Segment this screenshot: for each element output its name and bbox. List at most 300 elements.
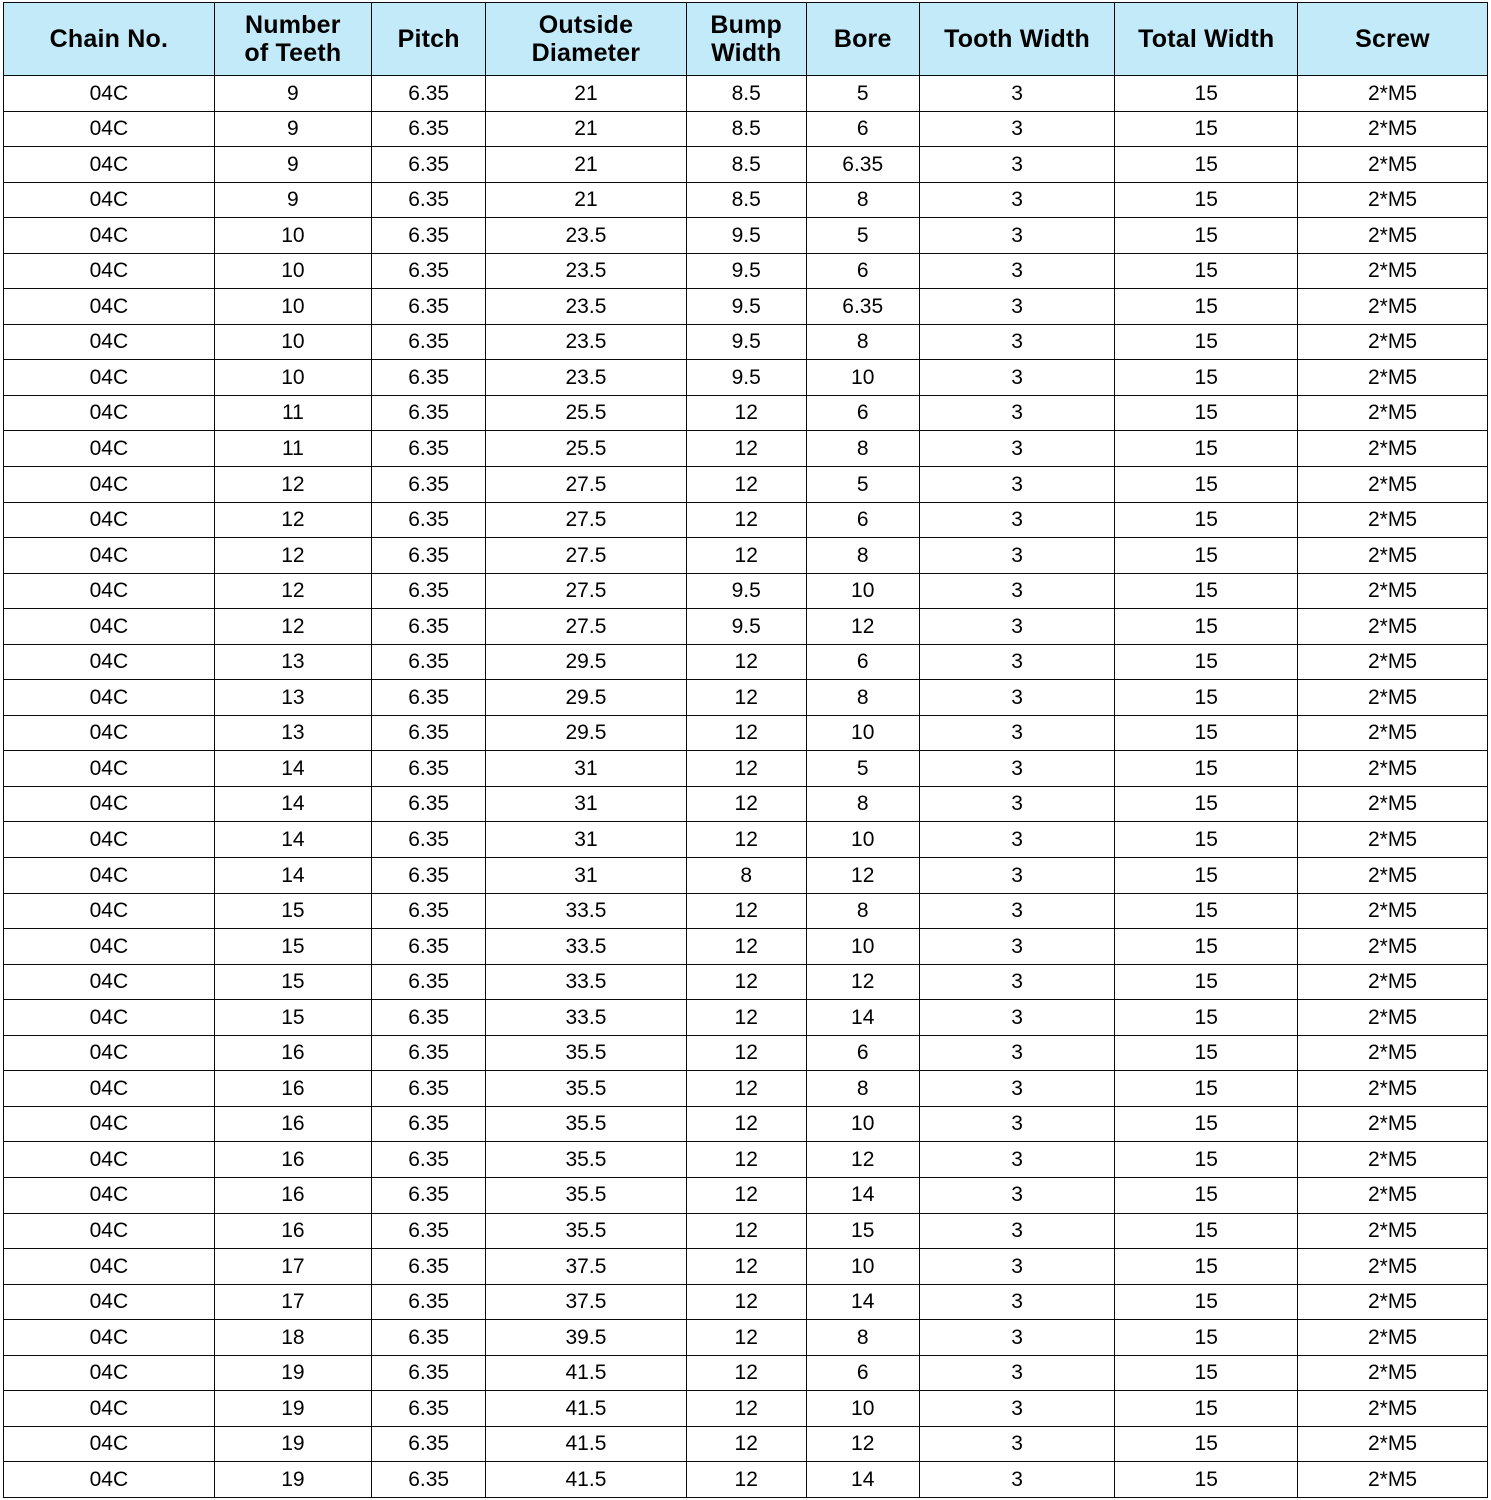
table-cell: 6.35 <box>372 1000 486 1036</box>
table-cell: 16 <box>214 1177 371 1213</box>
column-header-bore <box>806 3 919 76</box>
table-cell: 3 <box>919 1426 1115 1462</box>
table-cell: 33.5 <box>486 893 686 929</box>
table-cell: 15 <box>1115 751 1298 787</box>
table-cell: 6.35 <box>372 929 486 965</box>
table-cell: 04C <box>4 1106 215 1142</box>
table-cell: 15 <box>214 1000 371 1036</box>
table-cell: 3 <box>919 573 1115 609</box>
table-cell: 2*M5 <box>1298 218 1488 254</box>
table-cell: 04C <box>4 751 215 787</box>
table-cell: 04C <box>4 1000 215 1036</box>
table-row <box>4 1426 1488 1462</box>
table-cell: 9.5 <box>686 253 806 289</box>
table-cell: 9.5 <box>686 609 806 645</box>
table-row <box>4 1284 1488 1320</box>
table-cell: 14 <box>806 1284 919 1320</box>
table-cell: 2*M5 <box>1298 1035 1488 1071</box>
table-cell: 12 <box>214 573 371 609</box>
table-cell: 3 <box>919 1071 1115 1107</box>
table-cell: 6 <box>806 253 919 289</box>
table-cell: 04C <box>4 1249 215 1285</box>
table-cell: 10 <box>214 253 371 289</box>
table-cell: 15 <box>214 929 371 965</box>
column-header-line: Outside <box>538 11 634 39</box>
table-cell: 31 <box>486 751 686 787</box>
table-cell: 6.35 <box>372 253 486 289</box>
table-cell: 2*M5 <box>1298 822 1488 858</box>
table-cell: 12 <box>686 1462 806 1498</box>
table-cell: 3 <box>919 964 1115 1000</box>
sprocket-specification-table <box>3 2 1488 1498</box>
table-cell: 04C <box>4 467 215 503</box>
table-cell: 35.5 <box>486 1106 686 1142</box>
table-cell: 2*M5 <box>1298 680 1488 716</box>
table-cell: 04C <box>4 289 215 325</box>
table-body <box>4 76 1488 1498</box>
table-cell: 6.35 <box>372 609 486 645</box>
table-cell: 3 <box>919 1213 1115 1249</box>
table-cell: 2*M5 <box>1298 467 1488 503</box>
table-cell: 15 <box>1115 964 1298 1000</box>
table-cell: 3 <box>919 644 1115 680</box>
table-cell: 35.5 <box>486 1142 686 1178</box>
table-cell: 04C <box>4 1320 215 1356</box>
table-cell: 3 <box>919 538 1115 574</box>
table-cell: 3 <box>919 502 1115 538</box>
table-cell: 5 <box>806 467 919 503</box>
table-cell: 33.5 <box>486 929 686 965</box>
table-cell: 04C <box>4 822 215 858</box>
table-cell: 15 <box>1115 1000 1298 1036</box>
table-cell: 16 <box>214 1213 371 1249</box>
table-cell: 3 <box>919 1142 1115 1178</box>
table-cell: 3 <box>919 680 1115 716</box>
table-cell: 35.5 <box>486 1177 686 1213</box>
table-cell: 3 <box>919 786 1115 822</box>
table-row <box>4 218 1488 254</box>
table-cell: 3 <box>919 1000 1115 1036</box>
table-cell: 04C <box>4 929 215 965</box>
table-cell: 04C <box>4 858 215 894</box>
table-cell: 04C <box>4 715 215 751</box>
table-cell: 12 <box>214 609 371 645</box>
table-cell: 8 <box>806 182 919 218</box>
table-cell: 3 <box>919 1249 1115 1285</box>
table-cell: 3 <box>919 182 1115 218</box>
table-cell: 6.35 <box>372 1106 486 1142</box>
table-cell: 15 <box>1115 715 1298 751</box>
table-cell: 13 <box>214 644 371 680</box>
table-cell: 15 <box>1115 893 1298 929</box>
table-cell: 6.35 <box>372 324 486 360</box>
table-cell: 13 <box>214 715 371 751</box>
table-cell: 6 <box>806 502 919 538</box>
table-cell: 15 <box>1115 395 1298 431</box>
table-row <box>4 609 1488 645</box>
table-cell: 6.35 <box>372 431 486 467</box>
table-row <box>4 751 1488 787</box>
table-cell: 15 <box>1115 1426 1298 1462</box>
table-cell: 12 <box>686 467 806 503</box>
table-cell: 3 <box>919 822 1115 858</box>
table-cell: 6.35 <box>372 182 486 218</box>
table-cell: 12 <box>686 715 806 751</box>
table-cell: 8 <box>806 786 919 822</box>
table-cell: 3 <box>919 253 1115 289</box>
table-cell: 12 <box>686 538 806 574</box>
table-cell: 9 <box>214 111 371 147</box>
table-cell: 14 <box>806 1462 919 1498</box>
table-cell: 29.5 <box>486 644 686 680</box>
column-header-total-width <box>1115 3 1298 76</box>
table-cell: 3 <box>919 609 1115 645</box>
table-row <box>4 1462 1488 1498</box>
table-cell: 6.35 <box>372 218 486 254</box>
table-cell: 6.35 <box>372 111 486 147</box>
table-cell: 15 <box>1115 1177 1298 1213</box>
table-row <box>4 431 1488 467</box>
table-cell: 6.35 <box>372 1320 486 1356</box>
table-cell: 3 <box>919 1035 1115 1071</box>
table-row <box>4 538 1488 574</box>
table-row <box>4 76 1488 112</box>
table-cell: 12 <box>686 893 806 929</box>
table-cell: 8 <box>806 680 919 716</box>
table-cell: 9 <box>214 182 371 218</box>
table-cell: 9.5 <box>686 218 806 254</box>
table-cell: 5 <box>806 218 919 254</box>
table-cell: 12 <box>686 1284 806 1320</box>
table-cell: 12 <box>686 1071 806 1107</box>
table-cell: 6.35 <box>372 715 486 751</box>
table-cell: 12 <box>686 431 806 467</box>
table-cell: 9 <box>214 76 371 112</box>
table-cell: 04C <box>4 786 215 822</box>
table-cell: 3 <box>919 893 1115 929</box>
table-cell: 15 <box>1115 538 1298 574</box>
table-cell: 6.35 <box>372 858 486 894</box>
table-cell: 6.35 <box>372 1142 486 1178</box>
table-cell: 3 <box>919 431 1115 467</box>
table-cell: 9.5 <box>686 324 806 360</box>
table-row <box>4 822 1488 858</box>
table-cell: 2*M5 <box>1298 644 1488 680</box>
table-cell: 10 <box>806 715 919 751</box>
table-cell: 15 <box>1115 502 1298 538</box>
table-cell: 15 <box>1115 609 1298 645</box>
table-cell: 15 <box>1115 929 1298 965</box>
column-header-number-of-teeth <box>214 3 371 76</box>
table-cell: 29.5 <box>486 680 686 716</box>
table-cell: 6 <box>806 395 919 431</box>
column-header-line: of Teeth <box>244 39 342 67</box>
table-cell: 2*M5 <box>1298 1177 1488 1213</box>
table-cell: 2*M5 <box>1298 893 1488 929</box>
table-cell: 15 <box>1115 467 1298 503</box>
table-row <box>4 964 1488 1000</box>
table-cell: 10 <box>214 324 371 360</box>
table-row <box>4 1106 1488 1142</box>
table-cell: 19 <box>214 1355 371 1391</box>
table-cell: 6.35 <box>372 538 486 574</box>
table-cell: 27.5 <box>486 467 686 503</box>
table-cell: 2*M5 <box>1298 395 1488 431</box>
table-cell: 6.35 <box>372 1249 486 1285</box>
table-cell: 6.35 <box>372 1071 486 1107</box>
table-cell: 8.5 <box>686 147 806 183</box>
table-cell: 6.35 <box>806 289 919 325</box>
table-cell: 15 <box>806 1213 919 1249</box>
table-row <box>4 858 1488 894</box>
table-cell: 3 <box>919 324 1115 360</box>
table-cell: 25.5 <box>486 395 686 431</box>
table-row <box>4 182 1488 218</box>
column-header-chain-no <box>4 3 215 76</box>
table-cell: 12 <box>686 1249 806 1285</box>
table-cell: 2*M5 <box>1298 1391 1488 1427</box>
table-cell: 17 <box>214 1284 371 1320</box>
table-row <box>4 360 1488 396</box>
table-cell: 3 <box>919 1391 1115 1427</box>
table-cell: 6.35 <box>372 786 486 822</box>
table-cell: 15 <box>1115 1355 1298 1391</box>
table-cell: 04C <box>4 680 215 716</box>
table-cell: 2*M5 <box>1298 1426 1488 1462</box>
table-cell: 6.35 <box>372 644 486 680</box>
table-cell: 2*M5 <box>1298 1142 1488 1178</box>
table-cell: 04C <box>4 324 215 360</box>
table-cell: 12 <box>214 467 371 503</box>
table-cell: 04C <box>4 644 215 680</box>
table-cell: 3 <box>919 858 1115 894</box>
table-row <box>4 929 1488 965</box>
table-row <box>4 111 1488 147</box>
table-cell: 10 <box>214 360 371 396</box>
table-cell: 37.5 <box>486 1249 686 1285</box>
table-cell: 15 <box>1115 1249 1298 1285</box>
table-cell: 3 <box>919 929 1115 965</box>
table-cell: 2*M5 <box>1298 1284 1488 1320</box>
table-cell: 6.35 <box>372 1177 486 1213</box>
table-row <box>4 324 1488 360</box>
table-cell: 13 <box>214 680 371 716</box>
table-cell: 6 <box>806 111 919 147</box>
table-cell: 15 <box>1115 360 1298 396</box>
table-cell: 23.5 <box>486 324 686 360</box>
table-cell: 3 <box>919 751 1115 787</box>
table-cell: 12 <box>806 964 919 1000</box>
table-cell: 15 <box>1115 1391 1298 1427</box>
table-cell: 11 <box>214 431 371 467</box>
column-header-line: Screw <box>1355 25 1430 53</box>
table-cell: 15 <box>1115 858 1298 894</box>
table-row <box>4 1142 1488 1178</box>
table-cell: 04C <box>4 1391 215 1427</box>
table-row <box>4 289 1488 325</box>
table-cell: 04C <box>4 1284 215 1320</box>
table-cell: 2*M5 <box>1298 182 1488 218</box>
table-cell: 10 <box>806 1391 919 1427</box>
table-cell: 16 <box>214 1142 371 1178</box>
header-row <box>4 3 1488 76</box>
table-cell: 27.5 <box>486 609 686 645</box>
table-cell: 04C <box>4 609 215 645</box>
table-cell: 2*M5 <box>1298 1000 1488 1036</box>
table-cell: 17 <box>214 1249 371 1285</box>
table-cell: 04C <box>4 1462 215 1498</box>
table-cell: 21 <box>486 76 686 112</box>
table-cell: 04C <box>4 1213 215 1249</box>
table-cell: 15 <box>1115 786 1298 822</box>
table-cell: 04C <box>4 1426 215 1462</box>
table-cell: 04C <box>4 538 215 574</box>
table-cell: 2*M5 <box>1298 1249 1488 1285</box>
table-cell: 6.35 <box>372 360 486 396</box>
table-cell: 04C <box>4 76 215 112</box>
table-cell: 19 <box>214 1391 371 1427</box>
table-cell: 5 <box>806 76 919 112</box>
table-cell: 2*M5 <box>1298 751 1488 787</box>
table-cell: 04C <box>4 147 215 183</box>
table-row <box>4 1071 1488 1107</box>
table-cell: 12 <box>686 680 806 716</box>
table-cell: 6.35 <box>372 289 486 325</box>
table-cell: 23.5 <box>486 253 686 289</box>
table-cell: 9.5 <box>686 360 806 396</box>
table-cell: 6 <box>806 1355 919 1391</box>
table-cell: 2*M5 <box>1298 538 1488 574</box>
table-cell: 15 <box>1115 1320 1298 1356</box>
table-row <box>4 573 1488 609</box>
table-cell: 31 <box>486 858 686 894</box>
table-cell: 27.5 <box>486 502 686 538</box>
table-cell: 6.35 <box>372 395 486 431</box>
table-cell: 12 <box>686 786 806 822</box>
table-cell: 10 <box>806 573 919 609</box>
table-cell: 14 <box>806 1000 919 1036</box>
table-cell: 5 <box>806 751 919 787</box>
table-cell: 15 <box>1115 1071 1298 1107</box>
table-header <box>4 3 1488 76</box>
table-cell: 04C <box>4 182 215 218</box>
table-cell: 10 <box>806 929 919 965</box>
table-cell: 27.5 <box>486 573 686 609</box>
table-cell: 2*M5 <box>1298 289 1488 325</box>
table-cell: 3 <box>919 1462 1115 1498</box>
table-cell: 14 <box>214 858 371 894</box>
table-cell: 2*M5 <box>1298 147 1488 183</box>
table-cell: 15 <box>1115 1106 1298 1142</box>
table-cell: 3 <box>919 1284 1115 1320</box>
table-cell: 18 <box>214 1320 371 1356</box>
table-cell: 3 <box>919 1177 1115 1213</box>
table-cell: 16 <box>214 1106 371 1142</box>
table-cell: 15 <box>1115 289 1298 325</box>
table-cell: 2*M5 <box>1298 360 1488 396</box>
table-cell: 6.35 <box>806 147 919 183</box>
table-cell: 23.5 <box>486 289 686 325</box>
column-header-line: Bore <box>833 25 892 53</box>
table-cell: 15 <box>1115 822 1298 858</box>
table-cell: 9.5 <box>686 289 806 325</box>
table-cell: 8 <box>806 1320 919 1356</box>
table-cell: 15 <box>1115 573 1298 609</box>
table-cell: 8 <box>806 431 919 467</box>
table-cell: 12 <box>686 1106 806 1142</box>
table-cell: 35.5 <box>486 1035 686 1071</box>
table-cell: 12 <box>686 1426 806 1462</box>
table-cell: 12 <box>686 502 806 538</box>
table-cell: 2*M5 <box>1298 573 1488 609</box>
table-cell: 12 <box>686 1213 806 1249</box>
table-cell: 15 <box>1115 431 1298 467</box>
table-cell: 6 <box>806 644 919 680</box>
table-cell: 8.5 <box>686 182 806 218</box>
column-header-line: Chain No. <box>49 25 169 53</box>
table-cell: 23.5 <box>486 360 686 396</box>
table-cell: 3 <box>919 467 1115 503</box>
table-row <box>4 1391 1488 1427</box>
table-cell: 3 <box>919 1106 1115 1142</box>
table-cell: 15 <box>1115 1142 1298 1178</box>
table-cell: 29.5 <box>486 715 686 751</box>
table-cell: 04C <box>4 964 215 1000</box>
table-cell: 10 <box>806 360 919 396</box>
table-cell: 6 <box>806 1035 919 1071</box>
table-cell: 8 <box>806 324 919 360</box>
table-row <box>4 147 1488 183</box>
table-cell: 12 <box>214 502 371 538</box>
table-cell: 04C <box>4 502 215 538</box>
table-cell: 14 <box>214 786 371 822</box>
table-cell: 10 <box>806 1249 919 1285</box>
table-cell: 2*M5 <box>1298 253 1488 289</box>
table-cell: 2*M5 <box>1298 929 1488 965</box>
table-cell: 15 <box>214 964 371 1000</box>
table-cell: 04C <box>4 1071 215 1107</box>
table-cell: 39.5 <box>486 1320 686 1356</box>
table-cell: 3 <box>919 395 1115 431</box>
table-cell: 35.5 <box>486 1071 686 1107</box>
table-row <box>4 1000 1488 1036</box>
table-cell: 33.5 <box>486 964 686 1000</box>
table-cell: 12 <box>686 964 806 1000</box>
table-row <box>4 1249 1488 1285</box>
table-cell: 10 <box>214 218 371 254</box>
table-cell: 6.35 <box>372 822 486 858</box>
table-cell: 6.35 <box>372 964 486 1000</box>
table-cell: 2*M5 <box>1298 324 1488 360</box>
column-header-outside-diameter <box>486 3 686 76</box>
table-cell: 21 <box>486 111 686 147</box>
table-cell: 04C <box>4 1177 215 1213</box>
table-cell: 12 <box>806 1426 919 1462</box>
column-header-tooth-width <box>919 3 1115 76</box>
table-cell: 3 <box>919 289 1115 325</box>
table-cell: 2*M5 <box>1298 1462 1488 1498</box>
table-cell: 3 <box>919 147 1115 183</box>
table-cell: 8 <box>806 893 919 929</box>
table-cell: 12 <box>686 1320 806 1356</box>
table-cell: 6.35 <box>372 1391 486 1427</box>
column-header-line: Total Width <box>1138 25 1275 53</box>
table-cell: 04C <box>4 1035 215 1071</box>
table-cell: 16 <box>214 1035 371 1071</box>
table-cell: 2*M5 <box>1298 431 1488 467</box>
table-cell: 15 <box>214 893 371 929</box>
table-cell: 3 <box>919 1320 1115 1356</box>
